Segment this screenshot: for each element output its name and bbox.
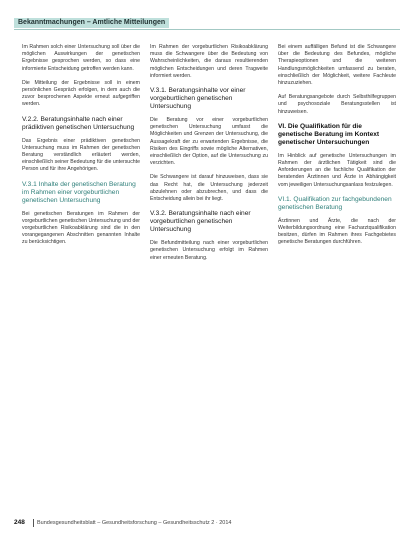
paragraph: Die Beratung vor einer vorgeburtlichen genetischen Untersuchung umfasst die Möglichkeiten und Grenzen der Untersuchung, die Aussagekraft der zu erwartenden Ergebnisse, die Risiken des Eingriffs sowie mögliche Alternativen, einschließlich der Option, auf die Untersuchung zu verzichten. xyxy=(150,117,268,167)
page-footer xyxy=(14,518,400,528)
section-heading: VI.1. Qualifikation zur fachgebundenen genetischen Beratung xyxy=(278,195,392,211)
footer-divider xyxy=(33,519,34,527)
paragraph: Die Schwangere ist darauf hinzuweisen, dass sie das Recht hat, die Untersuchung jederzeit abzulehnen oder abzubrechen, und dass die Entscheidung allein bei ihr liegt. xyxy=(150,174,268,203)
paragraph: Auf Beratungsangebote durch Selbsthilfegruppen und psychosoziale Beratungsstellen ist hinzuweisen. xyxy=(278,94,396,115)
section-heading: V.3.1. Beratungsinhalte vor einer vorgeburtlichen genetischen Untersuchung xyxy=(150,87,246,111)
paragraph: Im Rahmen der vorgeburtlichen Risikoabklärung muss die Schwangere über die Bedeutung von Wahrscheinlichkeiten, die daraus resultierenden möglichen Entscheidungen und deren Tragweite informiert werden. xyxy=(150,44,268,79)
section-heading: V.3.1 Inhalte der genetischen Beratung im Rahmen einer vorgeburtlichen genetischen Untersuchung xyxy=(22,180,136,204)
paragraph: Im Rahmen solch einer Untersuchung soll über die möglichen Auswirkungen der genetischen Ergebnisse gesprochen werden, so dass eine informierte Entscheidung getroffen werden kann. xyxy=(22,44,140,72)
paragraph: Ärztinnen und Ärzte, die nach der Weiterbildungsordnung eine Facharztqualifikation besitzen, dürfen im Rahmen ihres Fachgebietes genetische Beratungen durchführen. xyxy=(278,217,396,246)
paragraph: Die Mitteilung der Ergebnisse soll in einem persönlichen Gespräch erfolgen, in dem auch die zuvor besprochenen Aspekte erneut aufgegriffen werden. xyxy=(22,79,140,108)
text-column-3 xyxy=(278,44,396,254)
paragraph: Die Befundmitteilung nach einer vorgeburtlichen genetischen Untersuchung erfolgt im Rahmen einer erneuten Beratung. xyxy=(150,240,268,261)
text-column-1 xyxy=(22,44,140,254)
section-heading: VI. Die Qualifikation für die genetische Beratung im Kontext genetischer Untersuchungen xyxy=(278,122,380,146)
text-column-2 xyxy=(150,44,268,269)
paragraph: Das Ergebnis einer prädiktiven genetischen Untersuchung muss im Rahmen der genetischen Beratung verständlich erläutert werden, einschließlich seiner Bedeutung für die untersuchte Person und für ihre Angehörigen. xyxy=(22,137,140,173)
section-heading: V.2.2. Beratungsinhalte nach einer prädiktiven genetischen Untersuchung xyxy=(22,115,135,131)
section-heading: V.3.2. Beratungsinhalte nach einer vorgeburtlichen genetischen Untersuchung xyxy=(150,210,251,234)
section-header-label: Bekanntmachungen – Amtliche Mitteilungen xyxy=(14,18,169,28)
page-number: 248 xyxy=(14,519,25,526)
journal-citation: Bundesgesundheitsblatt – Gesundheitsforschung – Gesundheitsschutz 2 · 2014 xyxy=(37,520,232,526)
paragraph: Im Hinblick auf genetische Untersuchungen im Rahmen der ärztlichen Tätigkeit sind die Anforderungen an die fachliche Qualifikation der beratenden Ärztinnen und Ärzte in Abhängigkeit vom jeweiligen Untersuchungsanlass festzulegen. xyxy=(278,152,396,188)
paragraph: Bei genetischen Beratungen im Rahmen der vorgeburtlichen genetischen Untersuchung und der vorgeburtlichen Risikoabklärung sind die in den vorangegangenen Abschnitten genannten Inhalte zu berücksichtigen. xyxy=(22,210,140,246)
section-header-bar xyxy=(14,18,400,30)
paragraph: Bei einem auffälligen Befund ist die Schwangere über die Bedeutung des Befundes, mögliche Therapieoptionen und die weiteren Handlungsmöglichkeiten umfassend zu beraten, einschließlich der Möglichkeit, weitere Fachleute hinzuzuziehen. xyxy=(278,44,396,87)
